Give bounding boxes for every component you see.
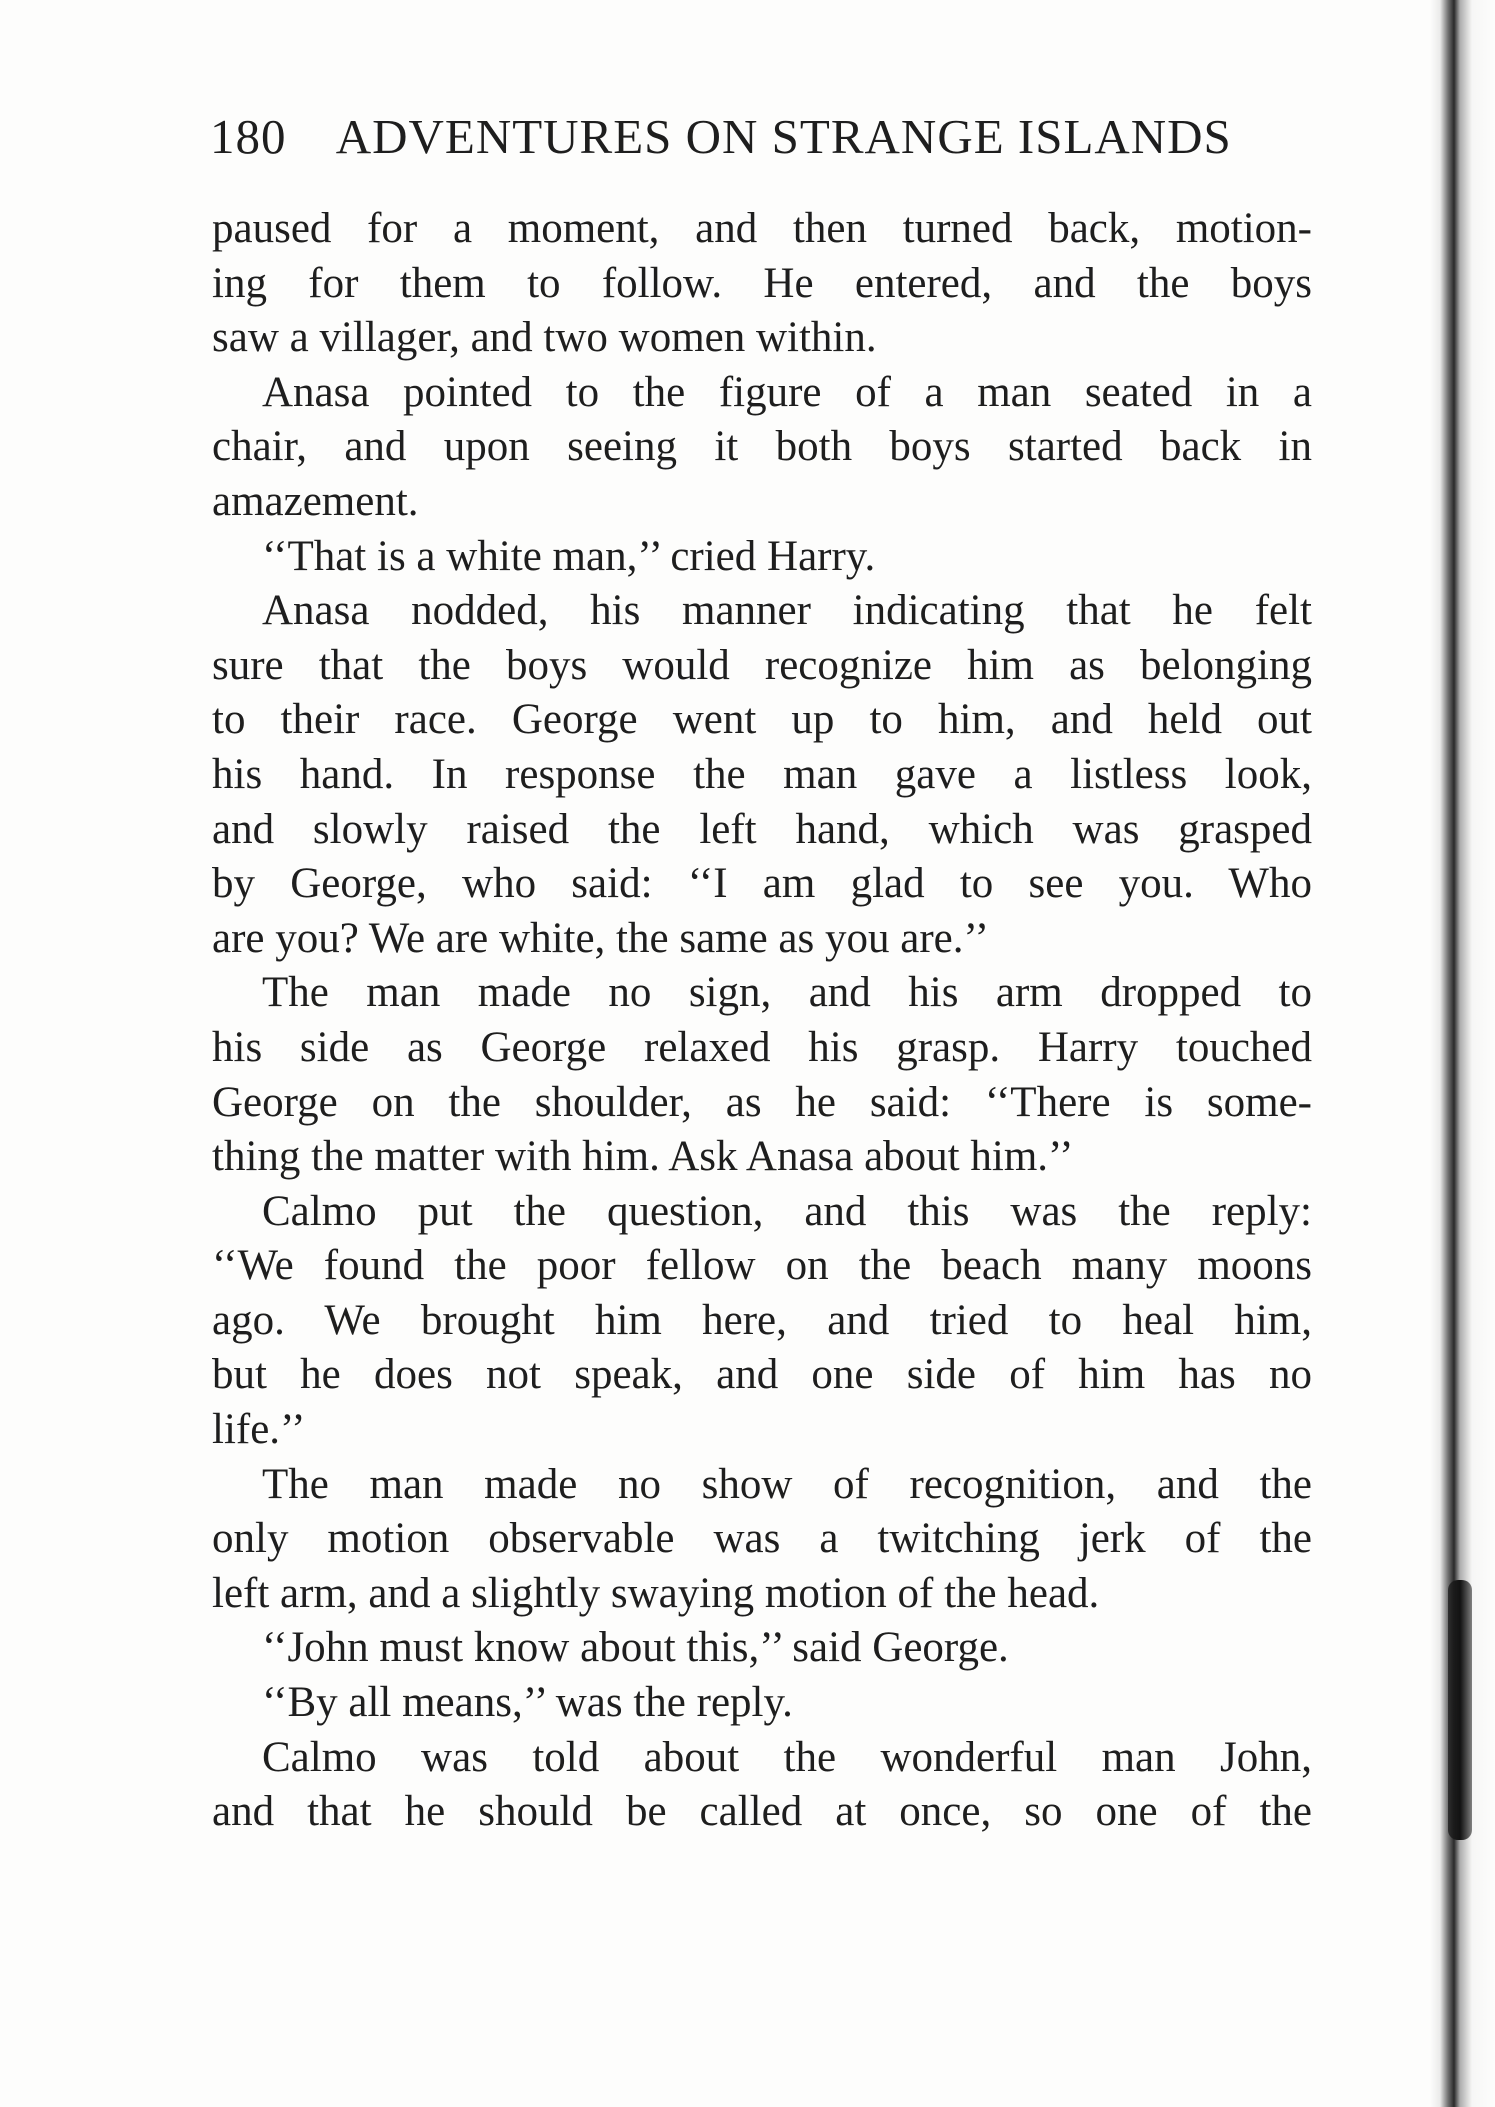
text-line: paused for a moment, and then turned back, motion- (212, 205, 1312, 252)
text-line: are you? We are white, the same as you are.’’ (212, 914, 989, 962)
text-line: The man made no show of recognition, and the (262, 1460, 1312, 1508)
text-line: his side as George relaxed his grasp. Harry touched (212, 1023, 1312, 1071)
text-line: ‘‘John must know about this,’’ said George. (262, 1624, 1009, 1672)
text-line: but he does not speak, and one side of him has no (212, 1351, 1312, 1399)
page-number: 180 (210, 109, 287, 164)
text-line: Calmo put the question, and this was the reply: (262, 1187, 1312, 1235)
text-line: ing for them to follow. He entered, and the boys (212, 259, 1312, 307)
text-line: ago. We brought him here, and tried to heal him, (212, 1296, 1312, 1344)
text-line: chair, and upon seeing it both boys started back in (212, 423, 1312, 471)
running-title: ADVENTURES ON STRANGE ISLANDS (335, 109, 1232, 164)
text-line: Anasa pointed to the figure of a man seated in a (262, 368, 1312, 416)
text-line: The man made no sign, and his arm dropped to (262, 969, 1312, 1017)
text-line: sure that the boys would recognize him as belonging (212, 641, 1312, 689)
text-line: ‘‘That is a white man,’’ cried Harry. (262, 532, 876, 580)
text-line: thing the matter with him. Ask Anasa about him.’’ (212, 1133, 1074, 1181)
text-line: George on the shoulder, as he said: ‘‘There is some- (212, 1078, 1312, 1126)
text-line: his hand. In response the man gave a listless look, (212, 750, 1312, 798)
text-line: left arm, and a slightly swaying motion of the head. (212, 1569, 1100, 1617)
text-line: by George, who said: ‘‘I am glad to see you. Who (212, 860, 1312, 908)
text-line: ‘‘By all means,’’ was the reply. (262, 1679, 793, 1727)
text-line: only motion observable was a twitching jerk of the (212, 1515, 1312, 1563)
text-line: Anasa nodded, his manner indicating that he felt (262, 587, 1312, 635)
text-line: and that he should be called at once, so one of the (212, 1788, 1312, 1836)
text-line: amazement. (212, 477, 419, 525)
running-header (210, 108, 1410, 168)
text-line: Calmo was told about the wonderful man John, (262, 1733, 1312, 1781)
body-text (212, 202, 1312, 1840)
text-line: life.’’ (212, 1406, 306, 1454)
text-line: saw a villager, and two women within. (212, 314, 877, 362)
text-line: and slowly raised the left hand, which was grasped (212, 805, 1312, 853)
text-line: to their race. George went up to him, and held out (212, 696, 1312, 744)
text-line: ‘‘We found the poor fellow on the beach many moons (212, 1242, 1312, 1290)
binding-shadow-lower (1448, 1580, 1472, 1840)
